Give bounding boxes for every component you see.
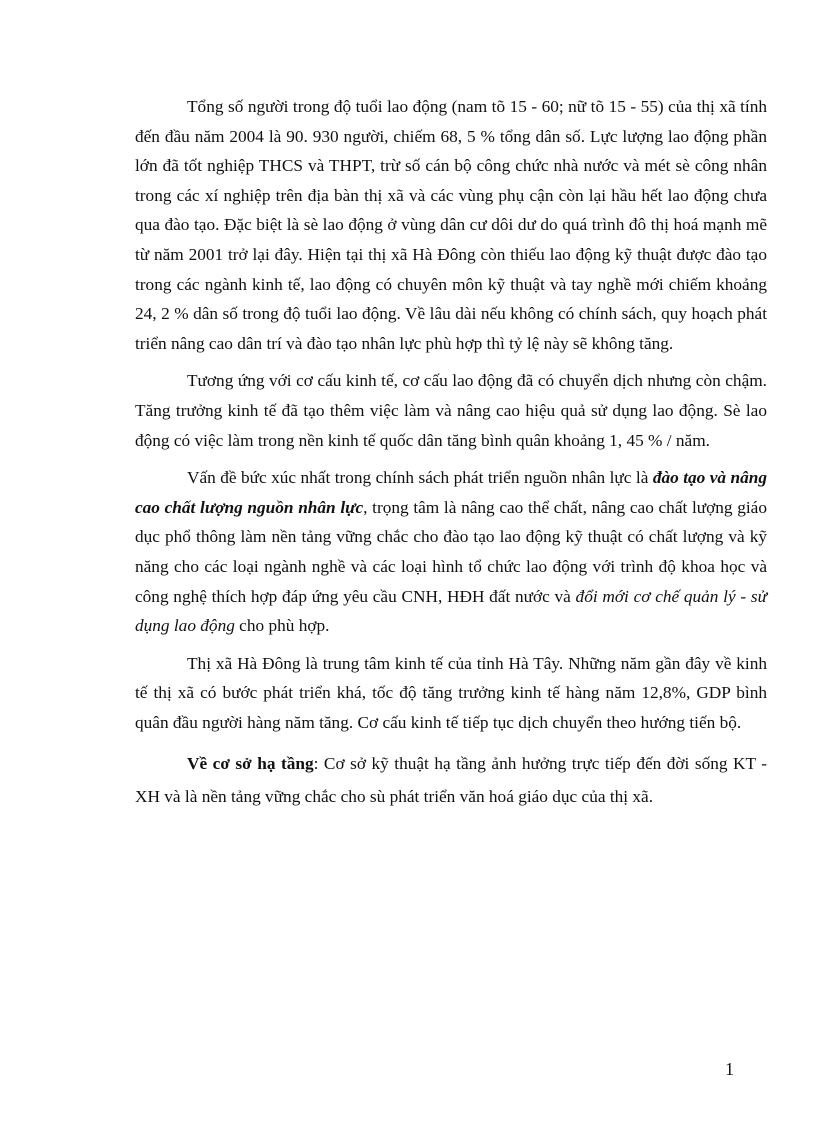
heading-infrastructure: Về cơ sở hạ tầng: [187, 754, 314, 774]
paragraph-infrastructure: [135, 748, 767, 813]
paragraph-text-tail: cho phù hợp.: [234, 616, 330, 636]
paragraph-labor-structure: Tương ứng với cơ cấu kinh tế, cơ cấu lao động đã có chuyển dịch nhưng còn chậm. Tăng trưởng kinh tế đã tạo thêm việc làm và nâng cao hiệu quả sử dụng lao động. Sè lao động có việc làm trong nền kinh tế quốc dân tăng bình quân khoảng 1, 45 % / năm.: [135, 371, 767, 450]
paragraph-text-infrastructure: : Cơ sở kỹ thuật hạ tầng ảnh hưởng trực tiếp đến đời sống KT - XH và là nền tảng vững chắc cho sù phát triển văn hoá giáo dục của thị xã.: [135, 754, 768, 806]
page-number: 1: [725, 1059, 734, 1079]
emphasis-management-reform: đổi mới cơ chế quản lý - sử dụng lao động: [135, 586, 767, 636]
paragraph-labor-force: Tổng số người trong độ tuổi lao động (nam tõ 15 - 60; nữ tõ 15 - 55) của thị xã tính đến đầu năm 2004 là 90. 930 người, chiếm 68, 5 % tổng dân số. Lực lượng lao động phần lớn đã tốt nghiệp THCS và THPT, trừ số cán bộ công chức nhà nước và mét sè công nhân trong các xí nghiệp trên địa bàn thị xã và các vùng phụ cận còn lại hầu hết lao động chưa qua đào tạo. Đặc biệt là sè lao động ở vùng dân cư dôi dư do quá trình đô thị hoá mạnh mẽ từ năm 2001 trở lại đây. Hiện tại thị xã Hà Đông còn thiếu lao động kỹ thuật được đào tạo trong các ngành kinh tế, lao động có chuyên môn kỹ thuật và tay nghề mới chiếm khoảng 24, 2 % dân số trong độ tuổi lao động. Về lâu dài nếu không có chính sách, quy hoạch phát triển nâng cao dân trí và đào tạo nhân lực phù hợp thì tỷ lệ này sẽ không tăng.: [135, 97, 767, 353]
paragraph-human-resources: [135, 463, 767, 641]
emphasis-training-quality: đào tạo và nâng cao chất lượng nguồn nhân lực: [135, 468, 768, 517]
document-body: [135, 92, 767, 821]
paragraph-economy: Thị xã Hà Đông là trung tâm kinh tế của tỉnh Hà Tây. Những năm gần đây về kinh tế thị xã có bước phát triển khá, tốc độ tăng trưởng kinh tế hàng năm 12,8%, GDP bình quân đầu người hàng năm tăng. Cơ cấu kinh tế tiếp tục dịch chuyển theo hướng tiến bộ.: [135, 653, 767, 732]
paragraph-text-middle: , trọng tâm là nâng cao thể chất, nâng cao chất lượng giáo dục phổ thông làm nền tảng vững chắc cho đào tạo lao động kỹ thuật có chất lượng và kỹ năng cho các loại ngành nghề và các loại hình tổ chức lao động với trình độ khoa học và công nghệ thích hợp đáp ứng yêu cầu CNH, HĐH đất nước và: [135, 497, 767, 606]
paragraph-text-lead: Vấn đề bức xúc nhất trong chính sách phát triển nguồn nhân lực là: [187, 468, 653, 488]
